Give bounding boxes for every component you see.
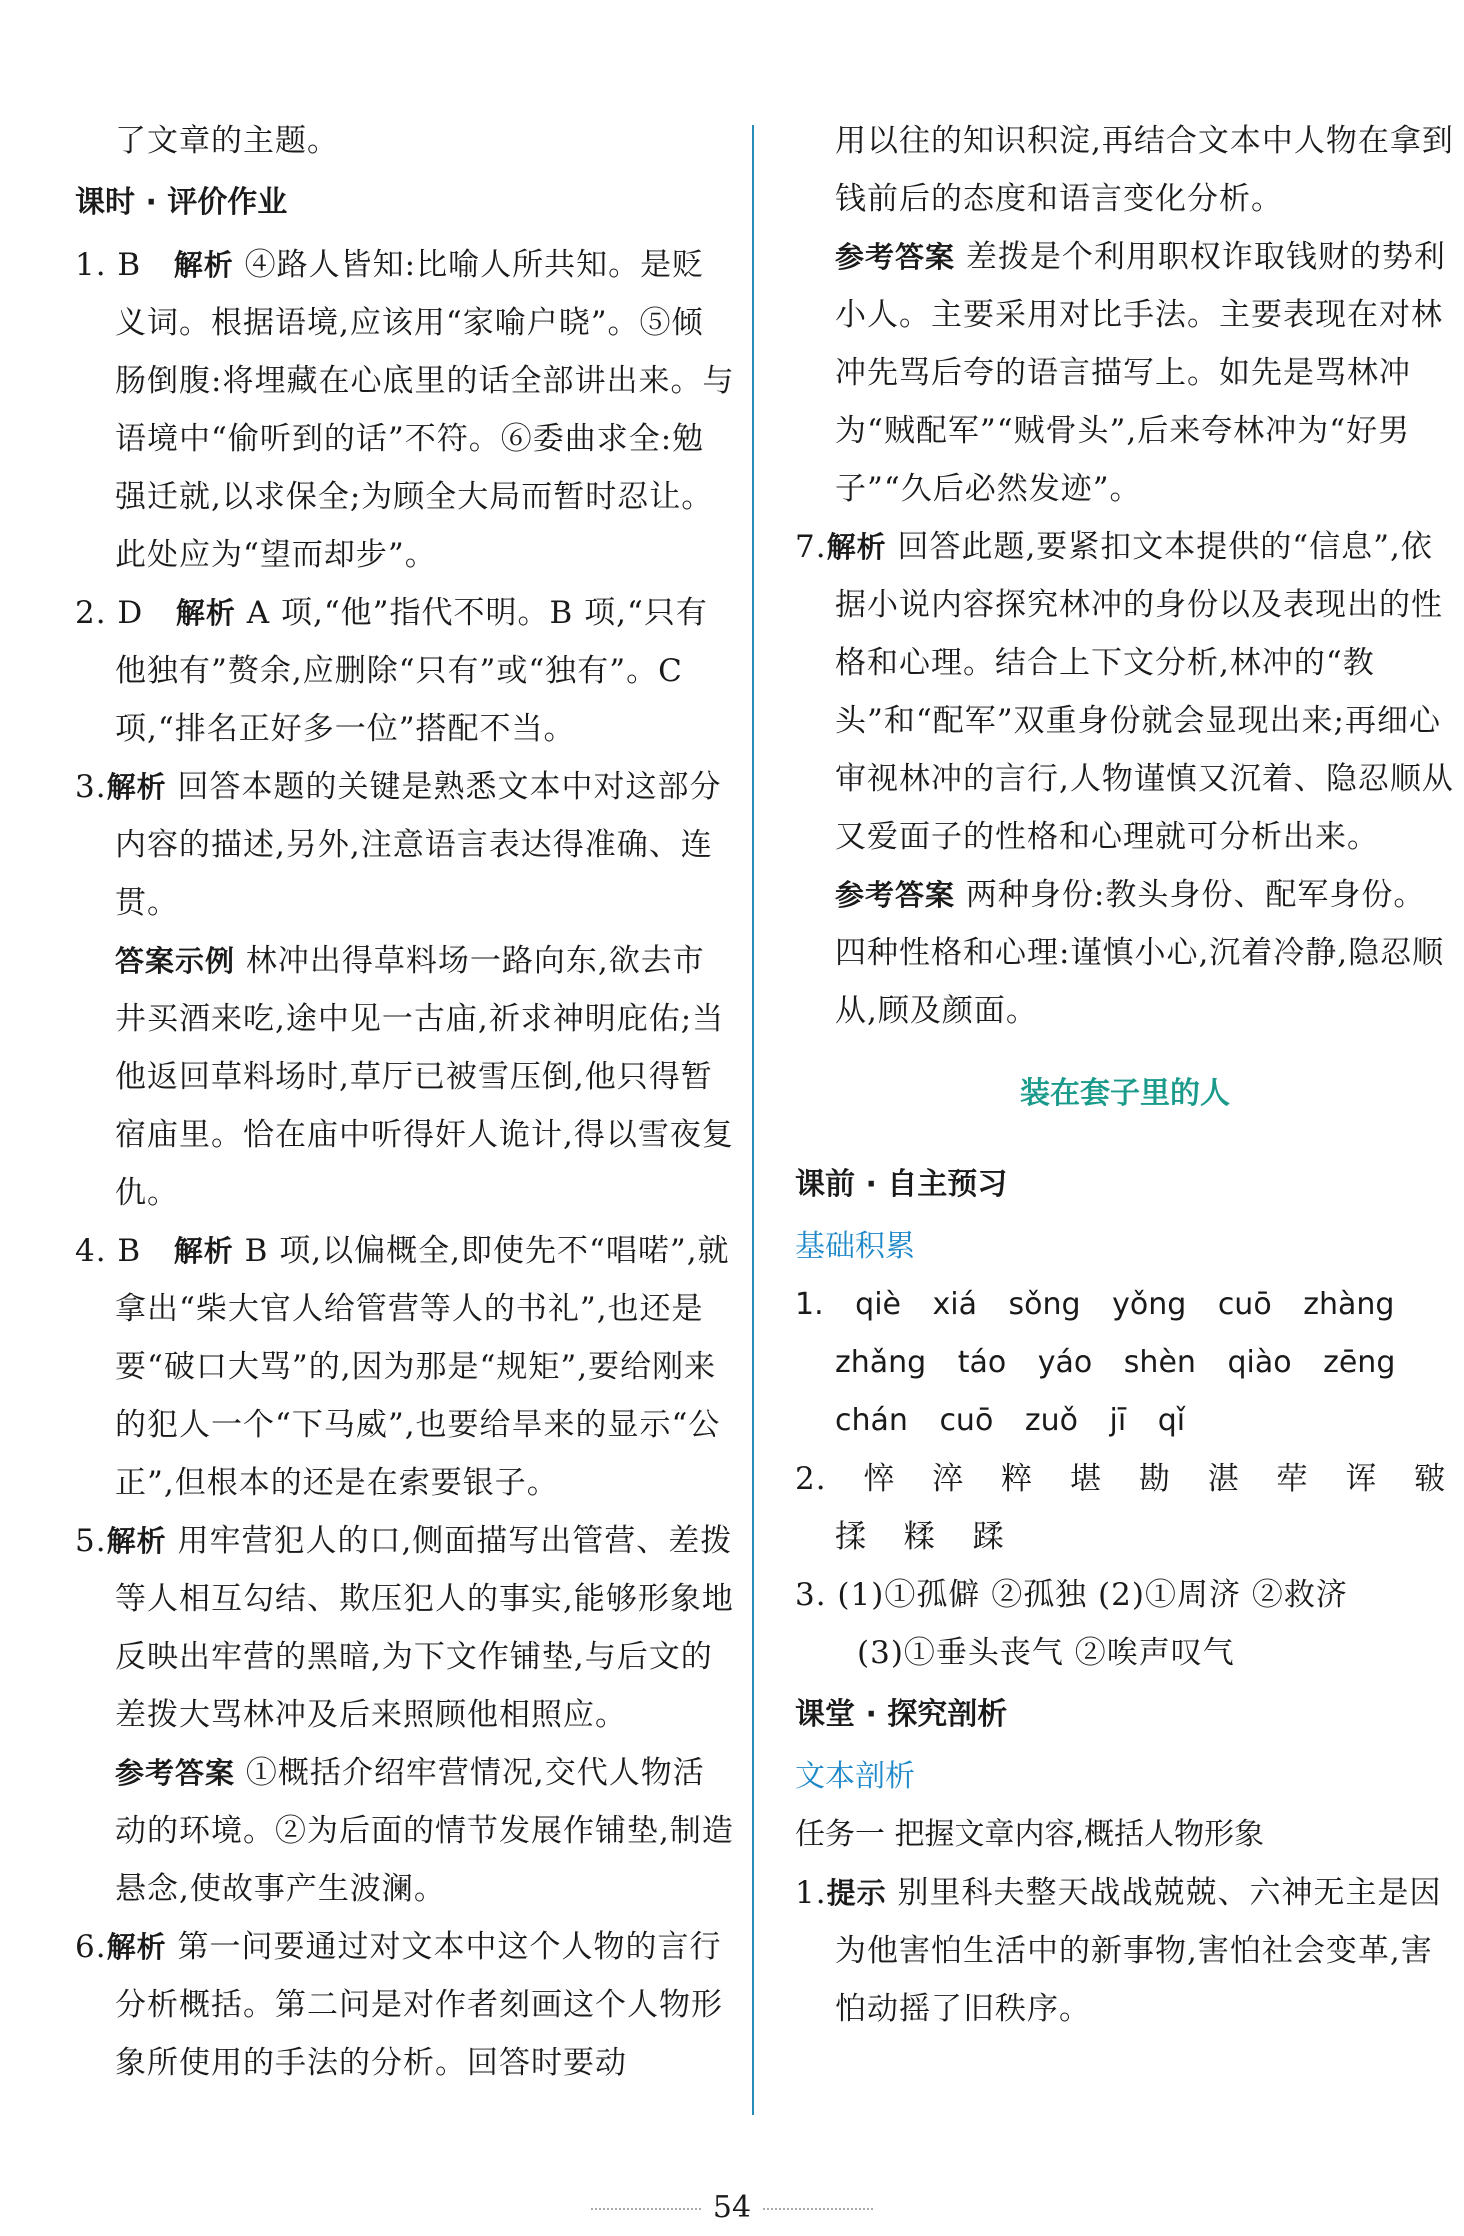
paragraph: 了文章的主题。 — [115, 123, 339, 159]
answer-item: 1. B 解析 ④路人皆知:比喻人所共知。是贬义词。根据语境,应该用“家喻户晓”。⑤倾肠倒腹:将埋藏在心底里的话全部讲出来。与语境中“偷听到的话”不符。⑥委曲求全:勉强迁就,以求保全;为顾全大局而暂时忍让。此处应为“望而却步”。 — [75, 247, 735, 573]
answer-item: 2. D 解析 A 项,“他”指代不明。B 项,“只有他独有”赘余,应删除“只有”或“独有”。C 项,“排名正好多一位”搭配不当。 — [75, 595, 708, 747]
answer-item: 3.解析 回答本题的关键是熟悉文本中对这部分内容的描述,另外,注意语言表达得准确、连贯。 — [75, 769, 722, 921]
reference-answer-label: 参考答案 — [115, 1756, 236, 1790]
answer-item: 6.解析 第一问要通过对文本中这个人物的言行分析概括。第二问是对作者刻画这个人物形象所使用的手法的分析。回答时要动 — [75, 1929, 723, 2081]
answer-example-label: 答案示例 — [115, 944, 236, 978]
section-heading: 课前 · 自主预习 — [795, 1167, 1008, 1202]
paragraph: 用以往的知识积淀,再结合文本中人物在拿到钱前后的态度和语言变化分析。 — [835, 123, 1454, 217]
pinyin-line: chán cuō zuǒ jī qǐ — [835, 1403, 1186, 1438]
section-heading: 课堂 · 探究剖析 — [795, 1697, 1008, 1732]
analysis-label: 解析 — [106, 1930, 167, 1964]
page-number: 54 — [712, 2190, 752, 2225]
footer-decoration — [591, 2208, 701, 2210]
subsection-heading: 基础积累 — [795, 1229, 915, 1264]
reference-answer: 参考答案 两种身份:教头身份、配军身份。四种性格和心理:谨慎小心,沉着冷静,隐忍顺从,顾及颜面。 — [835, 877, 1445, 1029]
answer-item: 7.解析 回答此题,要紧扣文本提供的“信息”,依据小说内容探究林冲的身份以及表现出的性格和心理。结合上下文分析,林冲的“教头”和“配军”双重身份就会显现出来;再细心审视林冲的言行,人物谨慎又沉着、隐忍顺从又爱面子的性格和心理就可分析出来。 — [795, 529, 1454, 855]
column-divider — [752, 125, 754, 2115]
reference-answer-label: 参考答案 — [835, 878, 956, 912]
answer-item: 5.解析 用牢营犯人的口,侧面描写出管营、差拨等人相互勾结、欺压犯人的事实,能够形象地反映出牢营的黑暗,为下文作铺垫,与后文的差拨大骂林冲及后来照顾他相照应。 — [75, 1523, 734, 1733]
section-heading: 课时 · 评价作业 — [75, 185, 288, 220]
page-footer — [0, 2190, 1464, 2225]
analysis-label: 解析 — [173, 248, 234, 282]
subsection-heading: 文本剖析 — [795, 1759, 915, 1794]
left-column — [75, 112, 735, 2092]
analysis-label: 解析 — [173, 1234, 234, 1268]
character-line: 揉 糅 蹂 — [835, 1519, 1005, 1555]
reference-answer-label: 参考答案 — [835, 240, 956, 274]
analysis-label: 解析 — [826, 530, 887, 564]
analysis-label: 解析 — [175, 596, 236, 630]
analysis-label: 解析 — [106, 770, 167, 804]
analysis-label: 解析 — [106, 1524, 167, 1558]
task-heading: 任务一 把握文章内容,概括人物形象 — [795, 1817, 1265, 1852]
word-line: (3)①垂头丧气 ②唉声叹气 — [857, 1635, 1235, 1671]
reference-answer: 参考答案 差拨是个利用职权诈取钱财的势利小人。主要采用对比手法。主要表现在对林冲先骂后夸的语言描写上。如先是骂林冲为“贼配军”“贼骨头”,后来夸林冲为“好男子”“久后必然发迹”。 — [835, 239, 1446, 507]
answer-item: 1.提示 别里科夫整天战战兢兢、六神无主是因为他害怕生活中的新事物,害怕社会变革,害怕动摇了旧秩序。 — [795, 1875, 1442, 2027]
right-column — [795, 112, 1455, 2038]
hint-label: 提示 — [826, 1876, 887, 1910]
pinyin-line: zhǎng táo yáo shèn qiào zēng — [835, 1345, 1396, 1380]
answer-example: 答案示例 林冲出得草料场一路向东,欲去市井买酒来吃,途中见一古庙,祈求神明庇佑;当他返回草料场时,草厅已被雪压倒,他只得暂宿庙里。恰在庙中听得奸人诡计,得以雪夜复仇。 — [115, 943, 734, 1211]
pinyin-line: 1. qiè xiá sǒng yǒng cuō zhàng — [795, 1287, 1395, 1322]
character-line: 2. 悴 淬 粹 堪 勘 湛 荦 诨 皲 — [795, 1461, 1447, 1497]
reference-answer: 参考答案 ①概括介绍牢营情况,交代人物活动的环境。②为后面的情节发展作铺垫,制造悬念,使故事产生波澜。 — [115, 1755, 734, 1907]
footer-decoration — [763, 2208, 873, 2210]
chapter-title: 装在套子里的人 — [1020, 1076, 1230, 1111]
answer-item: 4. B 解析 B 项,以偏概全,即使先不“唱喏”,就拿出“柴大官人给管营等人的书礼”,也还是要“破口大骂”的,因为那是“规矩”,要给刚来的犯人一个“下马威”,也要给旱来的显示“公正”,但根本的还是在索要银子。 — [75, 1233, 730, 1501]
word-line: 3. (1)①孤僻 ②孤独 (2)①周济 ②救济 — [795, 1577, 1348, 1613]
